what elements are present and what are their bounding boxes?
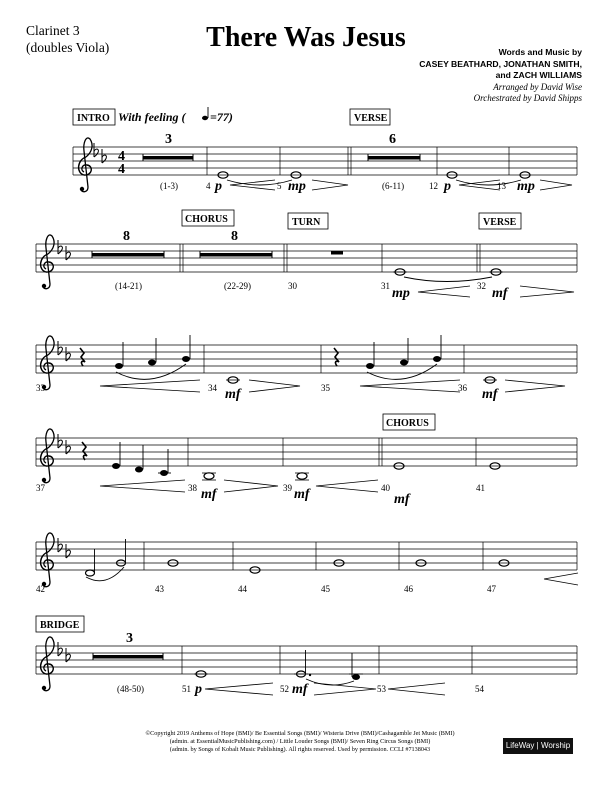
instrument-name: Clarinet 3 — [26, 23, 80, 38]
copyright — [100, 730, 500, 754]
composers-line-2: and ZACH WILLIAMS — [495, 70, 582, 80]
staff-6 — [36, 616, 577, 697]
mnum: 38 — [188, 483, 197, 493]
mnum: 31 — [381, 281, 390, 291]
mnum: 54 — [475, 684, 484, 694]
copyright-line-2: (admin. at EssentialMusicPublishing.com) / Little Louder Songs (BMI)/ Seven Ring Circus Songs (BMI) — [169, 738, 431, 745]
mnum: 53 — [377, 684, 386, 694]
multirest-chorus: 8 — [123, 229, 130, 244]
dyn-7: mf — [225, 387, 241, 402]
orchestrator: Orchestrated by David Shipps — [473, 93, 582, 103]
mnum: 4 — [206, 181, 211, 191]
rehearsal-verse-2: VERSE — [483, 217, 517, 228]
rehearsal-chorus-1: CHORUS — [185, 214, 228, 225]
tempo-text: With feeling ( — [118, 110, 186, 124]
staff-5 — [36, 533, 578, 594]
multirest-bridge: 3 — [126, 631, 133, 646]
multirest-verse1: 6 — [389, 132, 396, 147]
mnum: 30 — [288, 281, 297, 291]
mnum: 42 — [36, 584, 45, 594]
dyn-8: mf — [482, 387, 498, 402]
rehearsal-intro: INTRO — [77, 113, 110, 124]
mnum: (48-50) — [117, 684, 144, 694]
dyn-11: mf — [394, 492, 410, 507]
mnum: (6-11) — [382, 181, 405, 191]
dyn-4: mp — [517, 179, 535, 194]
dyn-1: p — [215, 179, 222, 194]
mnum: 44 — [238, 584, 247, 594]
publisher-logo: LifeWay | Worship — [503, 738, 573, 754]
copyright-line-3: (admin. by Songs of Kobalt Music Publishing). All rights reserved. Used by permission. CCLI #7138043 — [169, 746, 431, 753]
mnum: 32 — [477, 281, 486, 291]
dyn-2: mp — [288, 179, 306, 194]
mnum: 51 — [182, 684, 191, 694]
mnum: (14-21) — [115, 281, 142, 291]
mnum: 34 — [208, 383, 217, 393]
dyn-3: p — [444, 179, 451, 194]
mnum: 12 — [429, 181, 438, 191]
credit-heading: Words and Music by — [498, 47, 582, 57]
time-sig-top: 4 — [118, 149, 125, 164]
composers-line-1: CASEY BEATHARD, JONATHAN SMITH, — [419, 58, 582, 69]
instrument-doubles: (doubles Viola) — [26, 40, 110, 55]
copyright-line-1: ©Copyright 2019 Anthems of Hope (BMI)/ Be Essential Songs (BMI)/ Wisteria Drive (BMI)/Cashagamble Jet Music (BMI) — [145, 730, 455, 737]
mnum: 52 — [280, 684, 289, 694]
mnum: (22-29) — [224, 281, 251, 291]
mnum: 33 — [36, 383, 45, 393]
dyn-5: mp — [392, 286, 410, 301]
time-sig-bottom: 4 — [118, 162, 125, 177]
mnum: 39 — [283, 483, 292, 493]
song-title: There Was Jesus — [206, 22, 406, 53]
multirest-intro: 3 — [165, 132, 172, 147]
mnum: 5 — [277, 181, 282, 191]
mnum: 13 — [497, 181, 506, 191]
mnum: 47 — [487, 584, 496, 594]
mnum: 41 — [476, 483, 485, 493]
arranger: Arranged by David Wise — [493, 81, 582, 92]
rehearsal-turn: TURN — [292, 217, 321, 228]
mnum: 36 — [458, 383, 467, 393]
dyn-10: mf — [294, 487, 310, 502]
mnum: 35 — [321, 383, 330, 393]
whole-rest — [331, 251, 343, 255]
dyn-6: mf — [492, 286, 508, 301]
mnum: (1-3) — [160, 181, 178, 191]
rehearsal-verse-1: VERSE — [354, 113, 388, 124]
dyn-13: mf — [292, 682, 308, 697]
staff-2 — [36, 210, 577, 301]
mnum: 37 — [36, 483, 45, 493]
staff-3 — [36, 335, 577, 402]
staff-1 — [73, 107, 577, 194]
mnum: 46 — [404, 584, 413, 594]
mnum: 40 — [381, 483, 390, 493]
tempo-value: =77) — [210, 110, 233, 124]
mnum: 43 — [155, 584, 164, 594]
rehearsal-bridge: BRIDGE — [40, 620, 80, 631]
mnum: 45 — [321, 584, 330, 594]
dyn-9: mf — [201, 487, 217, 502]
quarter-note-icon — [202, 107, 208, 120]
dyn-12: p — [195, 682, 202, 697]
rehearsal-chorus-2: CHORUS — [386, 418, 429, 429]
multirest-chorus-b: 8 — [231, 229, 238, 244]
staff-4 — [36, 414, 577, 507]
